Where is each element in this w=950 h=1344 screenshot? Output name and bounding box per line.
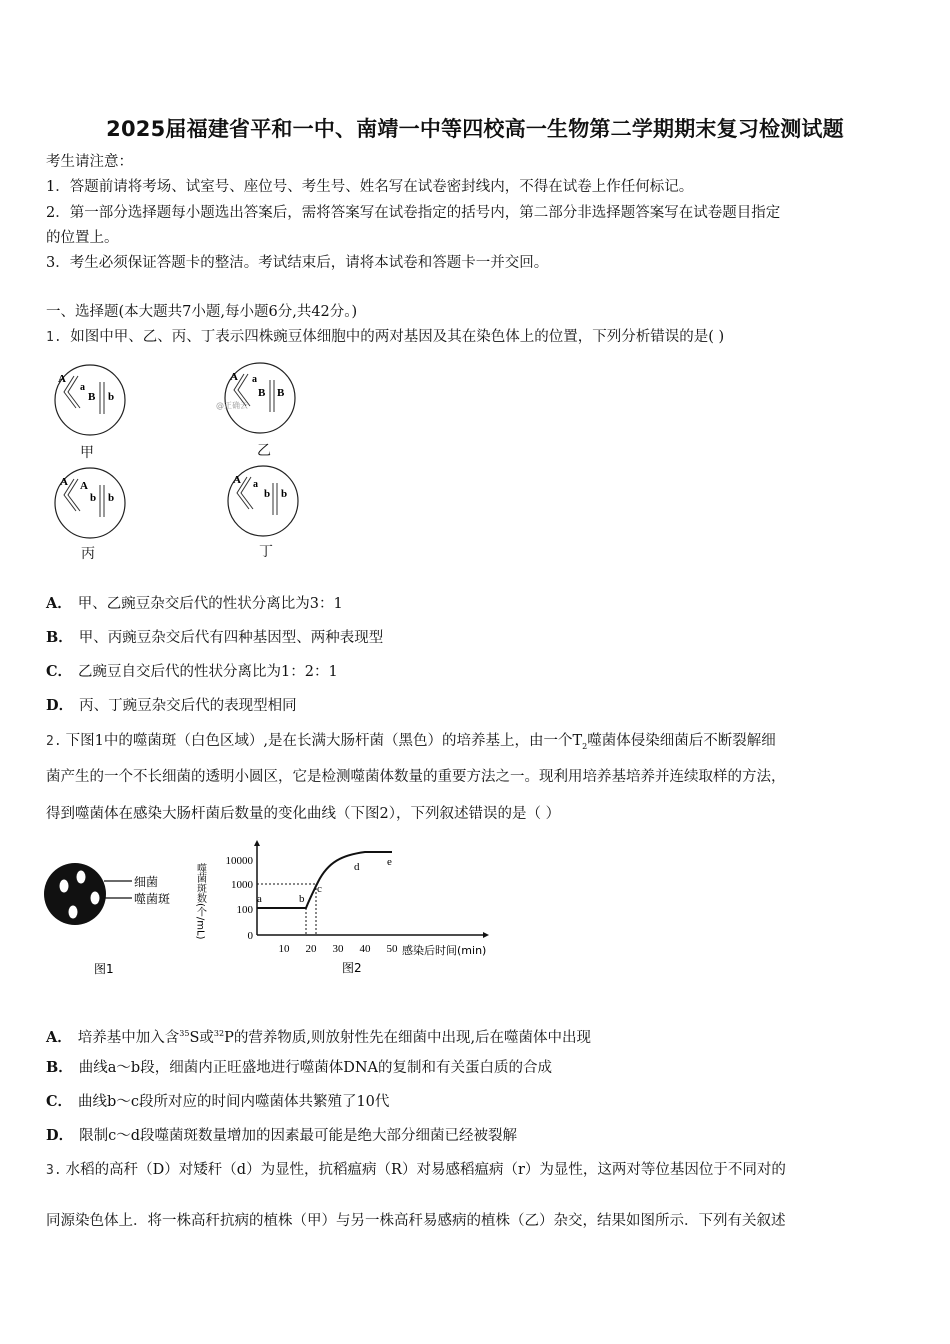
svg-text:A: A (80, 480, 88, 492)
svg-text:图1: 图1 (94, 962, 114, 976)
svg-text:A: A (58, 373, 66, 385)
svg-text:b: b (264, 488, 271, 500)
x-axis-label: 感染后时间(min) (402, 944, 487, 957)
q2-option-b: B． 曲线a～b段，细菌内正旺盛地进行噬菌体DNA的复制和有关蛋白质的合成 (46, 1059, 552, 1076)
q1-option-c: C． 乙豌豆自交后代的性状分离比为1：2：1 (46, 663, 338, 680)
q2-option-a: A． 培养基中加入含$^{35}$S或$^{32}$P的营养物质,则放射性先在细菌中出现,后在噬菌体中出现 (46, 1028, 592, 1046)
cell-jia (50, 362, 130, 461)
question-2-stem-line-2: 菌产生的一个不长细菌的透明小圆区，它是检测噬菌体数量的重要方法之一。现利用培养基培养并连续取样的方法， (46, 769, 786, 785)
svg-text:B: B (258, 387, 266, 399)
cell-diagram (50, 362, 130, 442)
notice-item-2: 2．第一部分选择题每小题选出答案后，需将答案写在试卷指定的括号内，第二部分非选择题答案写在试卷题目指定 (46, 205, 781, 221)
question-number: 1. (46, 330, 62, 345)
cell-ding (225, 465, 305, 560)
svg-text:A: A (230, 371, 238, 383)
svg-text:0: 0 (247, 930, 253, 942)
svg-text:a: a (80, 382, 85, 393)
notice-item-1: 1．答题前请将考场、试室号、座位号、考生号、姓名写在试卷密封线内，不得在试卷上作任何标记。 (46, 179, 694, 195)
svg-text:a: a (252, 374, 257, 385)
cell-label: 丁 (259, 544, 273, 560)
svg-text:e: e (387, 856, 392, 868)
svg-text:噬菌斑: 噬菌斑 (134, 892, 171, 906)
q1-option-d: D． 丙、丁豌豆杂交后代的表现型相同 (46, 697, 297, 714)
svg-text:b: b (108, 391, 115, 403)
svg-text:20: 20 (305, 943, 317, 955)
phage-growth-curve (190, 838, 510, 983)
svg-text:10: 10 (278, 943, 290, 955)
svg-text:B: B (88, 391, 96, 403)
svg-text:图2: 图2 (342, 961, 362, 975)
svg-text:1000: 1000 (231, 879, 253, 891)
svg-text:B: B (277, 387, 285, 399)
svg-text:40: 40 (359, 943, 371, 955)
cell-diagram (225, 465, 305, 545)
svg-text:50: 50 (386, 943, 398, 955)
cell-diagram (216, 362, 302, 442)
watermark: @正确云 (216, 401, 248, 410)
svg-text:细菌: 细菌 (134, 875, 159, 889)
cell-bing (52, 467, 132, 562)
svg-text:A: A (60, 476, 68, 488)
cell-diagram (52, 467, 132, 547)
svg-text:d: d (354, 861, 360, 873)
notice-item-2-cont: 的位置上。 (46, 230, 119, 246)
cell-label: 丙 (81, 546, 95, 562)
question-1-stem: 1. 如图中甲、乙、丙、丁表示四株豌豆体细胞中的两对基因及其在染色体上的位置，下列分析错误的是( ) (46, 329, 725, 345)
question-3-stem-line-1: 3. 水稻的高秆（D）对矮秆（d）为显性，抗稻瘟病（R）对易感稻瘟病（r）为显性，这两对等位基因位于不同对的 (46, 1162, 786, 1178)
question-3-stem-line-2: 同源染色体上．将一株高秆抗病的植株（甲）与另一株高秆易感病的植株（乙）杂交，结果如图所示．下列有关叙述 (46, 1213, 786, 1229)
svg-text:c: c (317, 883, 322, 895)
page-title: 2025届福建省平和一中、南靖一中等四校高一生物第二学期期末复习检测试题 (106, 117, 844, 141)
q2-option-d: D． 限制c～d段噬菌斑数量增加的因素最可能是绝大部分细菌已经被裂解 (46, 1127, 517, 1144)
notice-heading: 考生请注意： (46, 154, 133, 170)
figure-1-plate (44, 855, 184, 989)
question-2-stem-line-3: 得到噬菌体在感染大肠杆菌后数量的变化曲线（下图2），下列叙述错误的是（ ） (46, 806, 561, 822)
svg-text:b: b (108, 492, 115, 504)
svg-text:b: b (90, 492, 97, 504)
cell-label: 乙 (257, 443, 271, 459)
question-2-stem-line-1: 2. 下图1中的噬菌斑（白色区域）,是在长满大肠杆菌（黑色）的培养基上，由一个$T_2$噬菌体侵染细菌后不断裂解细 (46, 733, 776, 751)
svg-text:10000: 10000 (225, 855, 253, 867)
q1-option-b: B． 甲、丙豌豆杂交后代有四种基因型、两种表现型 (46, 629, 384, 646)
notice-item-3: 3．考生必须保证答题卡的整洁。考试结束后，请将本试卷和答题卡一并交回。 (46, 255, 549, 271)
q1-option-a: A． 甲、乙豌豆杂交后代的性状分离比为3：1 (46, 595, 343, 612)
cell-yi (216, 362, 302, 459)
svg-text:b: b (281, 488, 288, 500)
y-axis-label: 噬菌斑数(个/mL) (194, 863, 206, 940)
svg-text:a: a (253, 479, 258, 490)
svg-text:b: b (299, 893, 305, 905)
svg-text:a: a (257, 893, 262, 905)
svg-text:30: 30 (332, 943, 344, 955)
petri-dish-diagram (44, 855, 184, 985)
section-heading: 一、选择题(本大题共7小题,每小题6分,共42分。) (46, 304, 358, 320)
q2-option-c: C． 曲线b～c段所对应的时间内噬菌体共繁殖了10代 (46, 1093, 390, 1110)
svg-text:100: 100 (236, 904, 253, 916)
figure-2-chart (190, 838, 510, 987)
cell-label: 甲 (80, 445, 94, 461)
svg-text:A: A (233, 474, 241, 486)
